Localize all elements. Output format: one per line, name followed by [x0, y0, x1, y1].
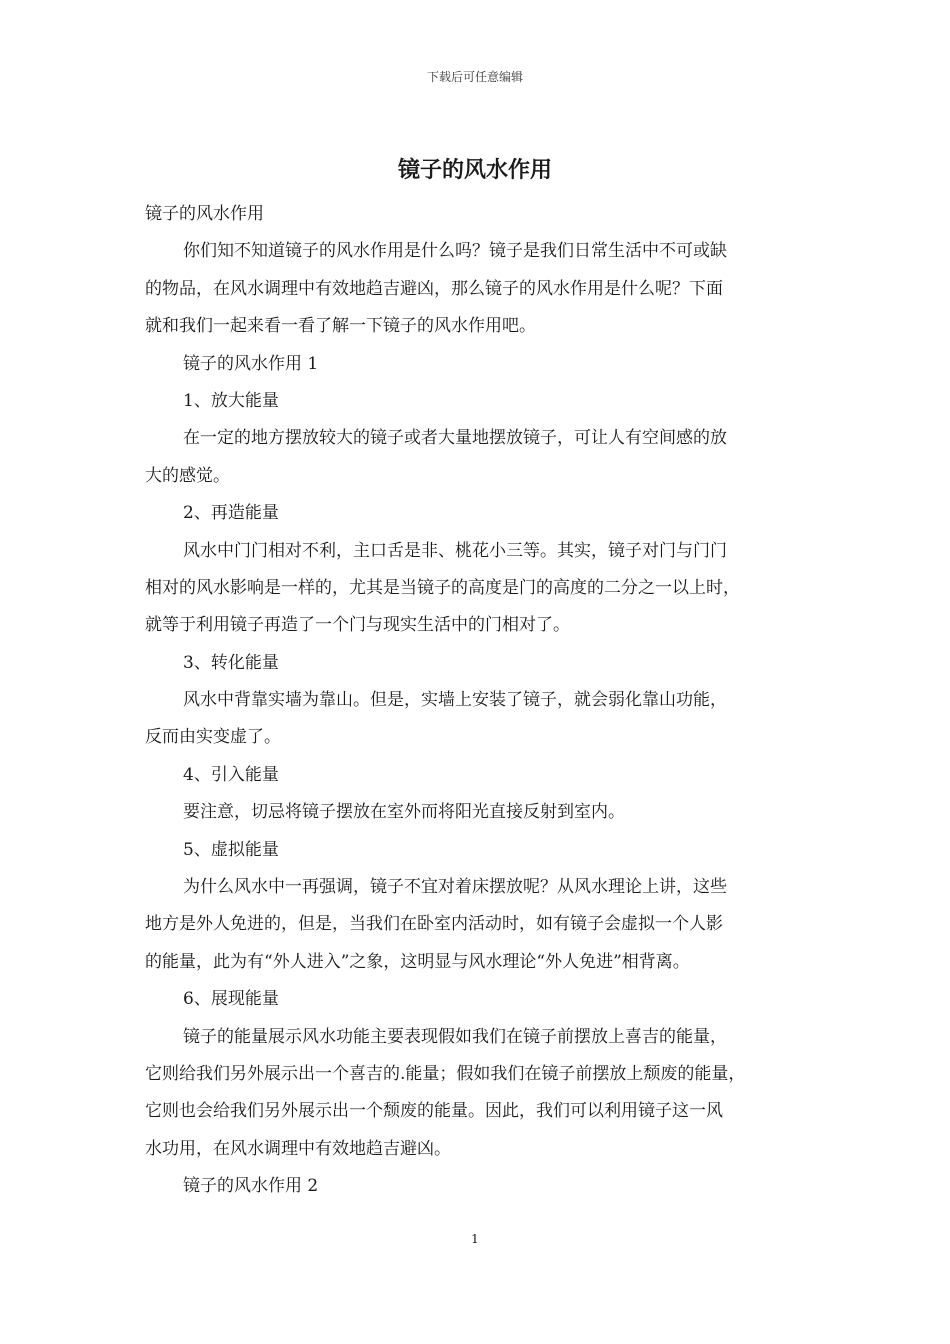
text-line: 就和我们一起来看一看了解一下镜子的风水作用吧。	[145, 316, 536, 337]
text-line: 在一定的地方摆放较大的镜子或者大量地摆放镜子，可让人有空间感的放	[183, 428, 727, 449]
text-line: 大的感觉。	[145, 465, 230, 486]
text-line: 为什么风水中一再强调，镜子不宜对着床摆放呢？从风水理论上讲，这些	[183, 877, 727, 898]
text-line: 就等于利用镜子再造了一个门与现实生活中的门相对了。	[145, 615, 570, 636]
document-title: 镜子的风水作用	[397, 157, 552, 183]
text-line: 反而由实变虚了。	[145, 727, 281, 748]
text-line: 的物品，在风水调理中有效地趋吉避凶，那么镜子的风水作用是什么呢？下面	[145, 278, 723, 299]
text-line: 的能量，此为有“外人进入”之象，这明显与风水理论“外人免进”相背离。	[145, 951, 690, 972]
page-number: 1	[471, 1232, 479, 1246]
text-line: 镜子的风水作用 1	[183, 353, 319, 374]
text-line: 6、展现能量	[183, 989, 279, 1010]
text-line: 地方是外人免进的，但是，当我们在卧室内活动时，如有镜子会虚拟一个人影	[145, 914, 723, 935]
text-line: 镜子的能量展示风水功能主要表现假如我们在镜子前摆放上喜吉的能量，	[183, 1026, 727, 1047]
header-note: 下载后可任意编辑	[426, 70, 523, 84]
text-line: 5、虚拟能量	[183, 839, 279, 860]
text-line: 4、引入能量	[183, 764, 279, 785]
text-line: 它则也会给我们另外展示出一个颓废的能量。因此，我们可以利用镜子这一风	[145, 1101, 723, 1122]
text-line: 风水中门门相对不利，主口舌是非、桃花小三等。其实，镜子对门与门门	[183, 540, 727, 561]
text-line: 3、转化能量	[183, 652, 279, 673]
text-line: 风水中背靠实墙为靠山。但是，实墙上安装了镜子，就会弱化靠山功能，	[183, 690, 727, 711]
text-line: 你们知不知道镜子的风水作用是什么吗？镜子是我们日常生活中不可或缺	[183, 241, 727, 262]
text-line: 镜子的风水作用 2	[183, 1176, 319, 1197]
text-line: 镜子的风水作用	[145, 204, 264, 224]
text-line: 相对的风水影响是一样的，尤其是当镜子的高度是门的高度的二分之一以上时，	[145, 577, 740, 598]
text-line: 要注意，切忌将镜子摆放在室外而将阳光直接反射到室内。	[183, 802, 625, 823]
text-line: 水功用，在风水调理中有效地趋吉避凶。	[145, 1138, 451, 1159]
text-line: 1、放大能量	[183, 390, 279, 411]
text-line: 它则给我们另外展示出一个喜吉的.能量；假如我们在镜子前摆放上颓废的能量，	[145, 1063, 746, 1084]
text-line: 2、再造能量	[183, 503, 279, 524]
document-body	[145, 196, 809, 1206]
